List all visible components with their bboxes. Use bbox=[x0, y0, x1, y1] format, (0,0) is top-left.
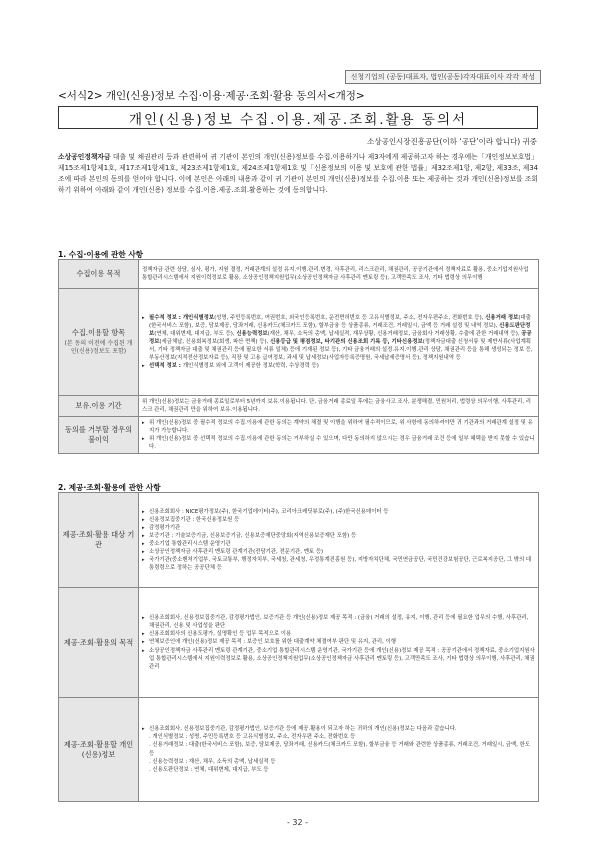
provided-info-label: 제공·조회·활용할 개인(신용)정보 bbox=[59, 698, 139, 802]
required-part-title: 신용등급 및 평점정보, 타기관의 신용조회 기록 등, 기타신용정보 bbox=[270, 338, 423, 345]
required-part-title: 신용능력정보 bbox=[236, 330, 268, 337]
refuse-row bbox=[59, 417, 539, 454]
optional-info-item bbox=[142, 362, 535, 370]
provision-purpose-item: ▸ 소상공인정책자금 사후관리 멘토링 관계기관, 중소기업 통합관리시스템 운영기관, 국가기관 등에 개인(신용)정보 제공 목적 : 공공기관에서 정책자료, 중소기업지원사업 통합관리시스템에서 지원이력정보로 활용, 소상공인정책지원업무(소상공인정책자금 사후관리 멘토링 등), 고객만족도 조사, 기타 법령상 의무이행, 사후관리, 채권관리 bbox=[142, 647, 535, 671]
provided-info-row bbox=[59, 698, 539, 802]
provision-purpose-row bbox=[59, 588, 539, 698]
provision-table bbox=[58, 492, 539, 802]
items-row bbox=[59, 289, 539, 396]
recipient-item: ▸ 소상공인정책자금 사후관리 멘토링 관계기관(전담기관, 전문기관, 멘토 등) bbox=[142, 548, 535, 556]
document-title: 개인(신용)정보 수집.이용.제공.조회.활용 동의서 bbox=[128, 111, 468, 128]
provision-purpose-label: 제공·조회·활용의 목적 bbox=[59, 588, 139, 698]
retention-text: 위 개인(신용)정보는 금융거래 종료일로부터 5년까지 보유.이용됩니다. 단, 금융거래 종료일 후에는 금융사고 조사, 분쟁해결, 민원처리, 법령상 의무이행, 사후관리, 리스크 관리, 채권관리 만을 위하여 보유.이용됩니다. bbox=[139, 396, 539, 417]
recipient-item: ▸ 신용정보집중기관 : 한국신용정보원 등 bbox=[142, 516, 535, 524]
purpose-label: 수집이용 목적 bbox=[59, 260, 139, 289]
recipient-item: ▸ 중소기업 통합관리시스템 운영기관 bbox=[142, 540, 535, 548]
provided-info-item: . 개인식별정보 : 성명, 주민등록번호 등 고유식별정보, 주소, 전자우편 주소, 전화번호 등 bbox=[149, 734, 356, 741]
provided-info-intro: ▸ 신용조회회사, 신용정보집중기관, 감정평가법인, 보증기관 등에 제공.활용이 되고자 하는 귀하의 개인(신용)정보는 다음과 같습니다. bbox=[142, 725, 535, 733]
intro-text: 대출 및 채권관리 등과 관련하여 귀 기관이 본인의 개인(신용)정보를 수집.이용하거나 제3자에게 제공하고자 하는 경우에는「개인정보보호법」제15조제1항제1호, 제17조제1항제1호, 제23조제1항제1호, 제24조제1항제1호 및「신용정보의 이용 및 보호에 관한 법률」제32조제1항, 제2항, 제33조, 제34조에 따라 본인의 동의를 얻어야 합니다. 이에 본인은 아래의 내용과 같이 귀 기관이 본인의 개인(신용)정보를 수집.이용 또는 제공하는 것과 개인(신용)정보를 조회하기 위하여 아래와 같이 개인(신용) 정보를 수집.이용.제공.조회.활용하는 것에 동의합니다. bbox=[58, 153, 538, 195]
applicant-note: 신청기업의 (공동)대표자, 법인(공동)각자대표이사 각각 작성 bbox=[345, 70, 541, 84]
collection-use-table bbox=[58, 259, 539, 454]
document-title-box bbox=[58, 106, 538, 129]
optional-lead: 선택적 정보 : bbox=[149, 363, 183, 370]
recipients-row bbox=[59, 493, 539, 588]
required-lead: 필수적 정보 : bbox=[149, 314, 183, 321]
required-part-text: (세금체납, 신용회복정보(회생, 파산 면책) 등), bbox=[159, 338, 271, 345]
form-title: <서식2> 개인(신용)정보 수집·이용·제공·조회·활용 동의서<개정> bbox=[58, 90, 365, 102]
provided-info-item: . 신용능력정보 : 재산, 채무, 소득의 총액, 납세실적 등 bbox=[149, 758, 276, 765]
section2-heading: 2. 제공·조회·활용에 관한 사항 bbox=[58, 483, 161, 492]
retention-row bbox=[59, 396, 539, 417]
refuse-item: ▸ 위 개인(신용)정보 중 선택적 정보의 수집.이용에 관한 동의는 거부하실 수 있으며, 다만 동의하지 않으시는 경우 금융거래 조건 등에 일부 혜택을 받지 못할 수 있습니다. bbox=[142, 435, 535, 451]
recipient-item: ▸ 신용조회회사 : NICE평가정보(주), 한국기업데이터(주), 코리아크레딧뷰로(주), (주)한국신용데이터 등 bbox=[142, 508, 535, 516]
items-sublabel: (본 동의 이전에 수집된 개인(신용)정보도 포함) bbox=[64, 340, 133, 355]
required-part-text: (대출(한국서비스 포함), 보증, 담보제공, 당좌거래, 신용카드(체크카드 포함), 할부금융 등 상품종류, 거래조건, 거래일시, 금액 등 거래 설정 및 내역 정보), bbox=[149, 314, 531, 329]
required-part-title: 개인식별정보 bbox=[182, 314, 215, 321]
section1-heading: 1. 수집·이용에 관한 사항 bbox=[58, 250, 144, 259]
required-part-text: (성명, 주민등록번호, 여권번호, 외국인등록번호, 운전면허번호 등 고유식별정보, 주소, 전자우편주소, 전화번호 등), bbox=[214, 314, 486, 321]
provision-purpose-item: ▸ 신용조회회사의 신용도평가, 실명확인 등 업무 목적으로 이용 bbox=[142, 630, 535, 638]
required-part-text: (재산, 채무, 소득의 총액, 납세실적, 재무상황, 신용거래정보, 금융회사 거래상황, 수출에 관한 거래내역 등), bbox=[267, 330, 522, 337]
refuse-content bbox=[139, 417, 539, 454]
optional-text: 개인식별정보 외에 고객이 제공한 정보(학력, 수상경력 등) bbox=[182, 363, 319, 370]
refuse-label: 동의를 거부할 경우의 불이익 bbox=[59, 417, 139, 454]
required-part-title: 신용거래 정보 bbox=[485, 314, 519, 321]
intro-org-name: 소상공인정책자금 bbox=[58, 153, 111, 161]
required-part-title: 공공정보 bbox=[149, 330, 532, 345]
provision-purpose-item: ▸ 신용조회회사, 신용정보집중기관, 감정평가법인, 보증기관 등 개인(신용)정보 제공 목적 : (금융) 거래의 설정, 유지, 이행, 관리 등에 필요한 업무의 수행, 사후관리, 채권관리, 신용 및 사업성을 판단 bbox=[142, 614, 535, 630]
required-info-item bbox=[142, 314, 535, 362]
items-label-cell bbox=[59, 289, 139, 396]
intro-paragraph bbox=[58, 152, 538, 196]
provided-info-item: . 신용도판단정보 : 연체, 대위변제, 대지급, 부도 등 bbox=[149, 766, 269, 773]
refuse-item: ▸ 위 개인(신용)정보 중 필수적 정보의 수집.이용에 관한 동의는 계약의 체결 및 이행을 위하여 필수적이므로, 위 사항에 동의하셔야만 귀 기관과의 거래관계 설정 및 유지가 가능합니다. bbox=[142, 419, 535, 435]
recipient-line: 소상공인시장진흥공단(이하 ‘공단’이라 합니다) 귀중 bbox=[367, 137, 537, 146]
retention-label: 보유.이용 기간 bbox=[59, 396, 139, 417]
recipient-item: ▸ 국가기관(중소벤처기업부, 국토교통부, 행정자치부, 국세청, 관세청, 우정통계진흥원 등), 지방자치단체, 국민연금공단, 국민건강보험공단, 근로복지공단, 그 밖의 대통령령으로 정하는 공공단체 등 bbox=[142, 556, 535, 572]
page-number: - 32 - bbox=[286, 818, 309, 827]
recipients-label: 제공·조회·활용 대상 기관 bbox=[59, 493, 139, 588]
recipients-content bbox=[139, 493, 539, 588]
provided-info-content bbox=[139, 698, 539, 802]
purpose-row bbox=[59, 260, 539, 289]
required-part-text: (정책자금대출 신청서류 및 제반서류(사업계획서, 기타 정책자금 대출 및 채권관리 등에 필요한 서류 일체) 등에 기재된 정보 등), 기타 금융거래의 설정.유지.이행.관리 상담, 채권관리 등을 통해 생성되는 정보 등, 부동산정보(지적전산정보자료 등), 직장 및 고용 급여정보, 과세 및 납세정보(사업자등록증명원, 국세납세증명서 등), 정책지원내역 등 bbox=[149, 338, 533, 362]
recipient-item: ▸ 감정평가기관 bbox=[142, 524, 535, 532]
items-label: 수집.이용할 항목 bbox=[71, 328, 126, 337]
purpose-text: 정책자금 관련 상담, 심사, 평가, 지원 결정, 거래관계의 설정 유지.이행.관리.변경, 사후관리, 리스크관리, 채권관리, 공공기관에서 정책자료로 활용, 중소기업지원사업 통합관리시스템에서 지원이력정보로 활용, 소상공인정책지원업무(소상공인정책자금 사후관리 멘토링 등), 고객만족도 조사, 기타 법령상 의무이행 bbox=[139, 260, 539, 289]
provision-purpose-item: ▸ 연체보증인에 개인(신용)정보 제공 목적 : 보증인 보호를 위한 대출계약 체결여부 판단 및 유지, 관리, 이행 bbox=[142, 638, 535, 646]
recipient-item: ▸ 보증기관 : 기술보증기금, 신용보증기금, 신용보증재단중앙회(지역신용보증재단 포함) 등 bbox=[142, 532, 535, 540]
required-part-text: (연체, 대위변제, 대지급, 부도 등), bbox=[154, 330, 237, 337]
items-content bbox=[139, 289, 539, 396]
required-part-title: 신용도판단정보 bbox=[149, 322, 531, 337]
provided-info-item: . 신용거래정보 : 대출(한국서비스 포함), 보증, 담보제공, 당좌거래, 신용카드(체크카드 포함), 할부금융 등 거래와 관련한 상품종류, 거래조건, 거래일시, 금액, 한도 등 bbox=[149, 742, 531, 757]
provision-purpose-content bbox=[139, 588, 539, 698]
